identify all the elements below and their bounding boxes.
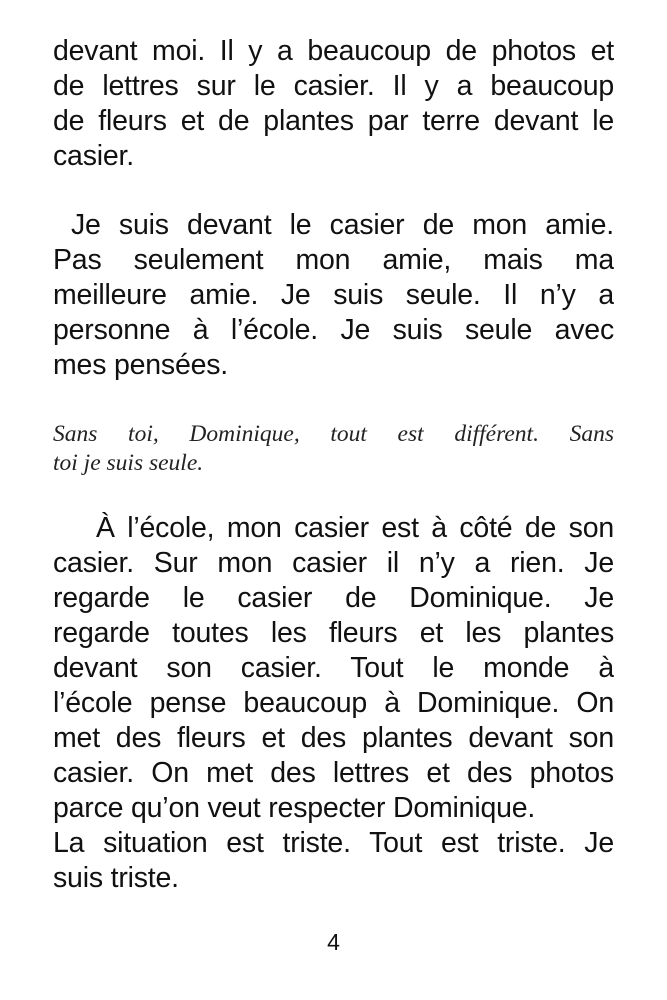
paragraph-2-line-4: personne à l’école. Je suis seule avec [53, 314, 614, 346]
paragraph-3-line-6: l’école pense beaucoup à Dominique. On [53, 687, 614, 719]
page-number: 4 [327, 929, 340, 955]
italic-thought-line-1: Sans toi, Dominique, tout est différent. Sans [53, 421, 614, 447]
paragraph-3-line-5: devant son casier. Tout le monde à [53, 652, 614, 684]
paragraph-3-line-8: casier. On met des lettres et des photos [53, 757, 614, 789]
paragraph-3-line-2: casier. Sur mon casier il n’y a rien. Je [53, 547, 614, 579]
paragraph-1-line-4: casier. [53, 140, 134, 172]
paragraph-3-line-3: regarde le casier de Dominique. Je [53, 582, 614, 614]
paragraph-2-line-5: mes pensées. [53, 349, 229, 381]
paragraph-3-line-10: La situation est triste. Tout est triste. Je [53, 827, 614, 859]
paragraph-2-line-1: Je suis devant le casier de mon amie. [71, 209, 614, 241]
paragraph-3-line-1: À l’école, mon casier est à côté de son [96, 512, 614, 544]
paragraph-3-line-9: parce qu’on veut respecter Dominique. [53, 792, 536, 824]
paragraph-3-line-4: regarde toutes les fleurs et les plantes [53, 617, 614, 649]
paragraph-1-line-2: de lettres sur le casier. Il y a beaucoup [53, 70, 614, 102]
italic-thought-line-2: toi je suis seule. [53, 450, 204, 476]
paragraph-1-line-1: devant moi. Il y a beaucoup de photos et [53, 35, 614, 67]
paragraph-3-line-11: suis triste. [53, 862, 179, 894]
paragraph-2-line-3: meilleure amie. Je suis seule. Il n’y a [53, 279, 614, 311]
paragraph-1-line-3: de fleurs et de plantes par terre devant le [53, 105, 614, 137]
paragraph-3-line-7: met des fleurs et des plantes devant son [53, 722, 614, 754]
paragraph-2-line-2: Pas seulement mon amie, mais ma [53, 244, 614, 276]
